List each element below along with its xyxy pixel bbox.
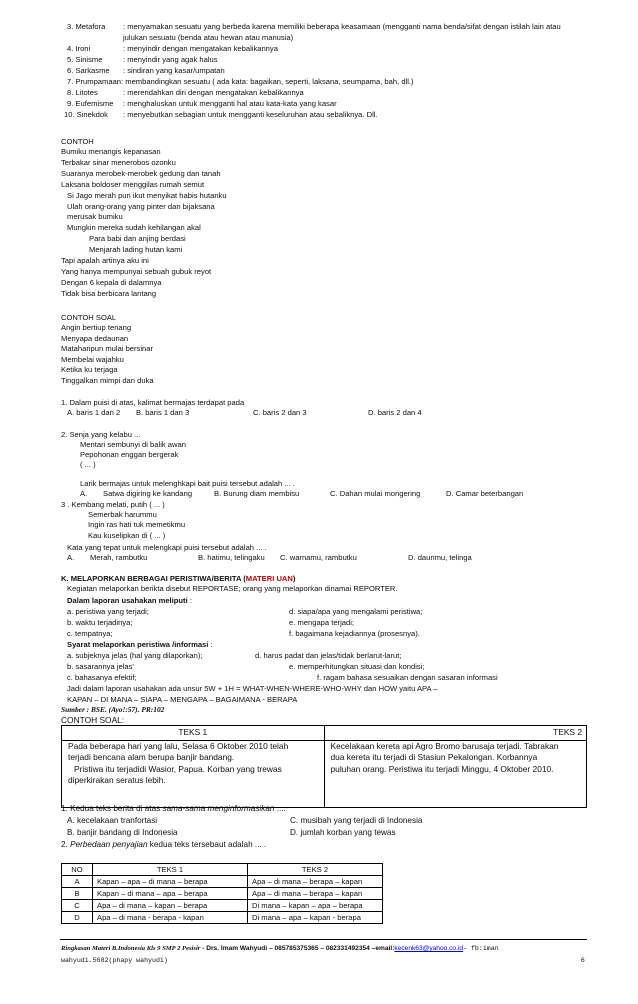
table-row bbox=[62, 912, 383, 924]
poem-line: Dengan 6 kepala di dalamnya bbox=[61, 277, 162, 287]
q1-option-b: B. baris 1 dan 3 bbox=[136, 408, 190, 417]
teks-1-line: Pada beberapa hari yang lalu, Selasa 6 Oktober 2010 telah bbox=[68, 740, 289, 751]
majas-term: 6. Sarkasme bbox=[67, 66, 110, 75]
q3-option-b: B. hatimu, telingaku bbox=[198, 553, 265, 562]
majas-term: 7. Prumpamaan: membandingkan sesuatu ( ada kata: bagaikan, seperti, laksana, seumpama, bah, dll.) bbox=[67, 77, 414, 86]
majas-term: 8. Litotes bbox=[67, 88, 98, 97]
teks-2-line: puluhan orang. Peristiwa itu terjadi Minggu, 4 Oktober 2010. bbox=[330, 763, 554, 774]
majas-term: 4. Ironi bbox=[67, 44, 91, 53]
table-cell: Di mana – kapan – apa – berapa bbox=[248, 900, 383, 912]
table-row bbox=[62, 876, 383, 888]
teks-1-body bbox=[62, 740, 325, 807]
majas-definition: : menghaluskan untuk mengganti hal atau kata-kata yang kasar bbox=[123, 99, 337, 108]
q4-option-d: D. jumlah korban yang tewas bbox=[290, 828, 396, 837]
list-item: b. waktu terjadinya; bbox=[67, 618, 133, 627]
poem-line: Si Jago merah pun ikut menyikat habis hutanku bbox=[67, 190, 227, 200]
poem-line: Suaranya merobek-merobek gedung dan tanah bbox=[61, 168, 221, 178]
q2-option-d: D. Camar beterbangan bbox=[446, 489, 524, 498]
list-item: a. peristiwa yang terjadi; bbox=[67, 607, 149, 616]
poem-line: Membelai wajahku bbox=[61, 354, 124, 364]
footer-line-1: Ringkasan Materi B.Indonesia Kls 9 SMP 2 Pesisir - Drs. Imam Wahyudi – 085785375365 – 082331492354 –email:kecenk63@yahoo.co.id– fb:iman bbox=[61, 945, 499, 952]
email-link[interactable]: kecenk63@yahoo.co.id bbox=[394, 945, 464, 952]
q2-option-a-letter: A. bbox=[80, 489, 88, 498]
q4-option-a: A. kecelakaan tranfortasi bbox=[67, 816, 158, 825]
majas-definition: : menyebutkan sebagian untuk mengganti keseluruhan atau sebaliknya. Dll. bbox=[123, 110, 378, 119]
poem-line: Tidak bisa berbicara lantang bbox=[61, 288, 157, 298]
poem-line: Yang hanya mempunyai sebuah gubuk reyot bbox=[61, 266, 212, 276]
poem-line: Laksana boldoser menggilas rumah semut bbox=[61, 179, 205, 189]
table-row bbox=[62, 888, 383, 900]
poem-line: Mungkin mereka sudah kehilangan akal bbox=[67, 223, 201, 233]
poem-line: Terbakar sinar menerobos ozonku bbox=[61, 157, 176, 167]
majas-term: 9. Eufemisme bbox=[67, 99, 114, 108]
question-3: 3 . Kembang melati, putih ( ... ) bbox=[61, 500, 165, 509]
q2-option-a: Satwa digiring ke kandang bbox=[103, 489, 193, 498]
q2-line-3: ( ... ) bbox=[80, 460, 96, 469]
table-cell: Apa – di mana - berapa - kapan bbox=[93, 912, 248, 924]
poem-line: Bumiku menangis kepanasan bbox=[61, 147, 161, 156]
q3-prompt: Kata yang tepat untuk melengkapi puisi tersebut adalah ... . bbox=[67, 543, 267, 552]
list-item: f. ragam bahasa sesuaikan dengan sasaran informasi bbox=[317, 673, 498, 682]
list-item: a. subjeknya jelas (hal yang dilaporkan); bbox=[67, 651, 203, 660]
question-5: 2. Perbedaan penyajian kedua teks tersebaut adalah ... . bbox=[61, 840, 267, 849]
section-k-rule-2: KAPAN – DI MANA – SIAPA – MENGAPA – BAGAIMANA - BERAPA bbox=[67, 695, 298, 704]
q2-line-1: Mentari sembunyi di balik awan bbox=[80, 440, 186, 449]
q4-option-b: B. banjir bandang di Indonesia bbox=[67, 828, 178, 837]
list-item: c. bahasanya efektif; bbox=[67, 673, 137, 682]
section-k-title: K. MELAPORKAN BERBAGAI PERISTIWA/BERITA (MATERI UAN) bbox=[61, 574, 296, 583]
column-header: TEKS 1 bbox=[93, 864, 248, 876]
q1-option-c: C. baris 2 dan 3 bbox=[253, 408, 307, 417]
teks-1-header: TEKS 1 bbox=[62, 726, 325, 741]
majas-definition: : menyindir dengan mengatakan kebalikannya bbox=[123, 44, 278, 53]
table-cell: D bbox=[62, 912, 93, 924]
contoh-soal-2-heading: CONTOH SOAL: bbox=[61, 715, 125, 725]
list-item: e. mengapa terjadi; bbox=[289, 618, 355, 627]
poem-line: Ulah orang-orang yang pinter dan bijaksana bbox=[67, 201, 215, 211]
table-cell: Kapan – di mana – apa – berapa bbox=[93, 888, 248, 900]
list-item: d. harus padat dan jelas/tidak berlarut-larut; bbox=[255, 651, 402, 660]
poem-line: Ketika ku terjaga bbox=[61, 365, 118, 375]
page-number: 6 bbox=[581, 957, 585, 964]
contoh-heading: CONTOH bbox=[61, 137, 94, 146]
majas-definition: julukan sesuatu (benda atau hewan atau manusia) bbox=[123, 33, 294, 42]
poem-line: Para babi dan anjing berdasi bbox=[89, 234, 186, 244]
q1-option-d: D. baris 2 dan 4 bbox=[368, 408, 422, 417]
list-item: d. siapa/apa yang mengalami peristiwa; bbox=[289, 607, 423, 616]
column-header: TEKS 2 bbox=[248, 864, 383, 876]
table-cell: Apa – di mana – kapan – berapa bbox=[93, 900, 248, 912]
teks-2-line: Kecelakaan kereta api Agro Bromo barusaja terjadi. Tabrakan bbox=[330, 740, 559, 751]
table-cell: Apa – di mana – berapa – kapan bbox=[248, 876, 383, 888]
section-k-intro: Kegiatan melaporkan berikta disebut REPORTASE; orang yang melaporkan dinamai REPORTER. bbox=[67, 584, 398, 593]
teks-2-line: dua kereta itu terjadi di Stasiun Pekalongan. Korbannya bbox=[330, 752, 538, 762]
teks-table bbox=[61, 725, 587, 808]
q2-option-b: B. Burung diam membisu bbox=[214, 489, 300, 498]
q3-line-1: Semerbak harummu bbox=[88, 510, 157, 519]
q3-option-c: C. warnamu, rambutku bbox=[280, 553, 357, 562]
q3-option-a: Merah, rambutku bbox=[90, 553, 148, 562]
table-cell: Di mana – apa – kapan - berapa bbox=[248, 912, 383, 924]
table-cell: Apa – di mana – berapa – kapan bbox=[248, 888, 383, 900]
majas-term: 10. Sinekdok bbox=[64, 110, 108, 119]
table-cell: Kapan – apa – di mana – berapa bbox=[93, 876, 248, 888]
q3-line-2: Ingin ras hati tuk memetikmu bbox=[88, 520, 186, 529]
list-item: c. tempatnya; bbox=[67, 629, 113, 638]
majas-definition: : sindiran yang kasar/umpatan bbox=[123, 66, 225, 75]
table-cell: A bbox=[62, 876, 93, 888]
column-header: NO bbox=[62, 864, 93, 876]
teks-1-line: terjadi bencana alam berupa banjir bandang. bbox=[68, 752, 235, 762]
poem-line: Angin bertiup tenang bbox=[61, 323, 132, 332]
answer-table bbox=[61, 863, 383, 924]
teks-1-line: Pristiwa itu terjadidi Wasior, Papua. Korban yang trewas bbox=[74, 763, 282, 774]
contoh-soal-heading: CONTOH SOAL bbox=[61, 313, 117, 322]
question-2: 2. Senja yang kelabu ... bbox=[61, 430, 141, 439]
poem-line: Tinggalkan mimpi dan duka bbox=[61, 376, 154, 385]
majas-definition: : menyindir yang agak halus bbox=[123, 55, 218, 64]
question-1: 1. Dalam puisi di atas, kalimat bermajas terdapat pada bbox=[61, 398, 245, 407]
q2-prompt: Larik bermajas untuk melenghkapi bait puisi tersebut adalah ... . bbox=[80, 479, 295, 488]
poem-line: Menyapa dedaunan bbox=[61, 333, 129, 343]
section-k-sub2: Syarat melaporkan peristiwa /informasi : bbox=[67, 640, 213, 649]
table-row bbox=[62, 900, 383, 912]
section-k-rule-1: Jadi dalam laporan usahakan ada unsur 5W + 1H = WHAT-WHEN-WHERE-WHO-WHY dan HOW yaitu APA – bbox=[67, 684, 438, 693]
majas-term: 3. Metafora bbox=[67, 22, 106, 31]
q2-option-c: C. Dahan mulai mongering bbox=[330, 489, 421, 498]
footer-divider bbox=[60, 939, 587, 940]
list-item: f. bagaimana kejadiannya (prosesnya). bbox=[289, 629, 420, 638]
majas-definition: : menyamakan sesuatu yang berbeda karena memiliki beberapa keasamaan (mengganti nama benda/sifat dengan istilah lain atau bbox=[123, 22, 561, 31]
q3-line-3: Kau kuselipkan di ( ... ) bbox=[88, 531, 166, 540]
poem-line: Mataharipun mulai bersinar bbox=[61, 344, 154, 354]
table-cell: B bbox=[62, 888, 93, 900]
footer-line-2: wahyudi.5682(phapy wahyudi) bbox=[61, 957, 168, 964]
section-k-sub1: Dalam laporan usahakan meliputi : bbox=[67, 596, 192, 605]
q2-line-2: Pepohonan enggan bergerak bbox=[80, 450, 179, 459]
question-4: 1. Kedua teks berita di atas sama-sama menginformasikan .... bbox=[61, 804, 286, 813]
source-citation: Sumber : BSE. (Ayo!:57). PR:102 bbox=[61, 705, 165, 714]
poem-line: merusak bumiku bbox=[67, 212, 123, 222]
q4-option-c: C. musibah yang terjadi di Indonesia bbox=[290, 816, 423, 825]
majas-definition: : merendahkan diri dengan mengatakan kebalikannya bbox=[123, 88, 304, 97]
list-item: e. memperhitungkan situasi dan kondisi; bbox=[289, 662, 425, 671]
q1-option-a: A. baris 1 dan 2 bbox=[67, 408, 121, 417]
table-cell: C bbox=[62, 900, 93, 912]
teks-1-line: diperkirakan seratus lebih. bbox=[68, 775, 166, 785]
list-item: b. sasarannya jelas' bbox=[67, 662, 134, 671]
majas-term: 5. Sinisme bbox=[67, 55, 103, 64]
q3-option-d: D. daunmu, telinga bbox=[408, 553, 472, 562]
q3-option-a-letter: A. bbox=[67, 553, 75, 562]
teks-2-body bbox=[324, 740, 587, 807]
poem-line: Tapi apalah artinya aku ini bbox=[61, 256, 149, 265]
teks-2-header: TEKS 2 bbox=[324, 726, 587, 741]
poem-line: Menjarah lading hutan kami bbox=[89, 245, 183, 255]
